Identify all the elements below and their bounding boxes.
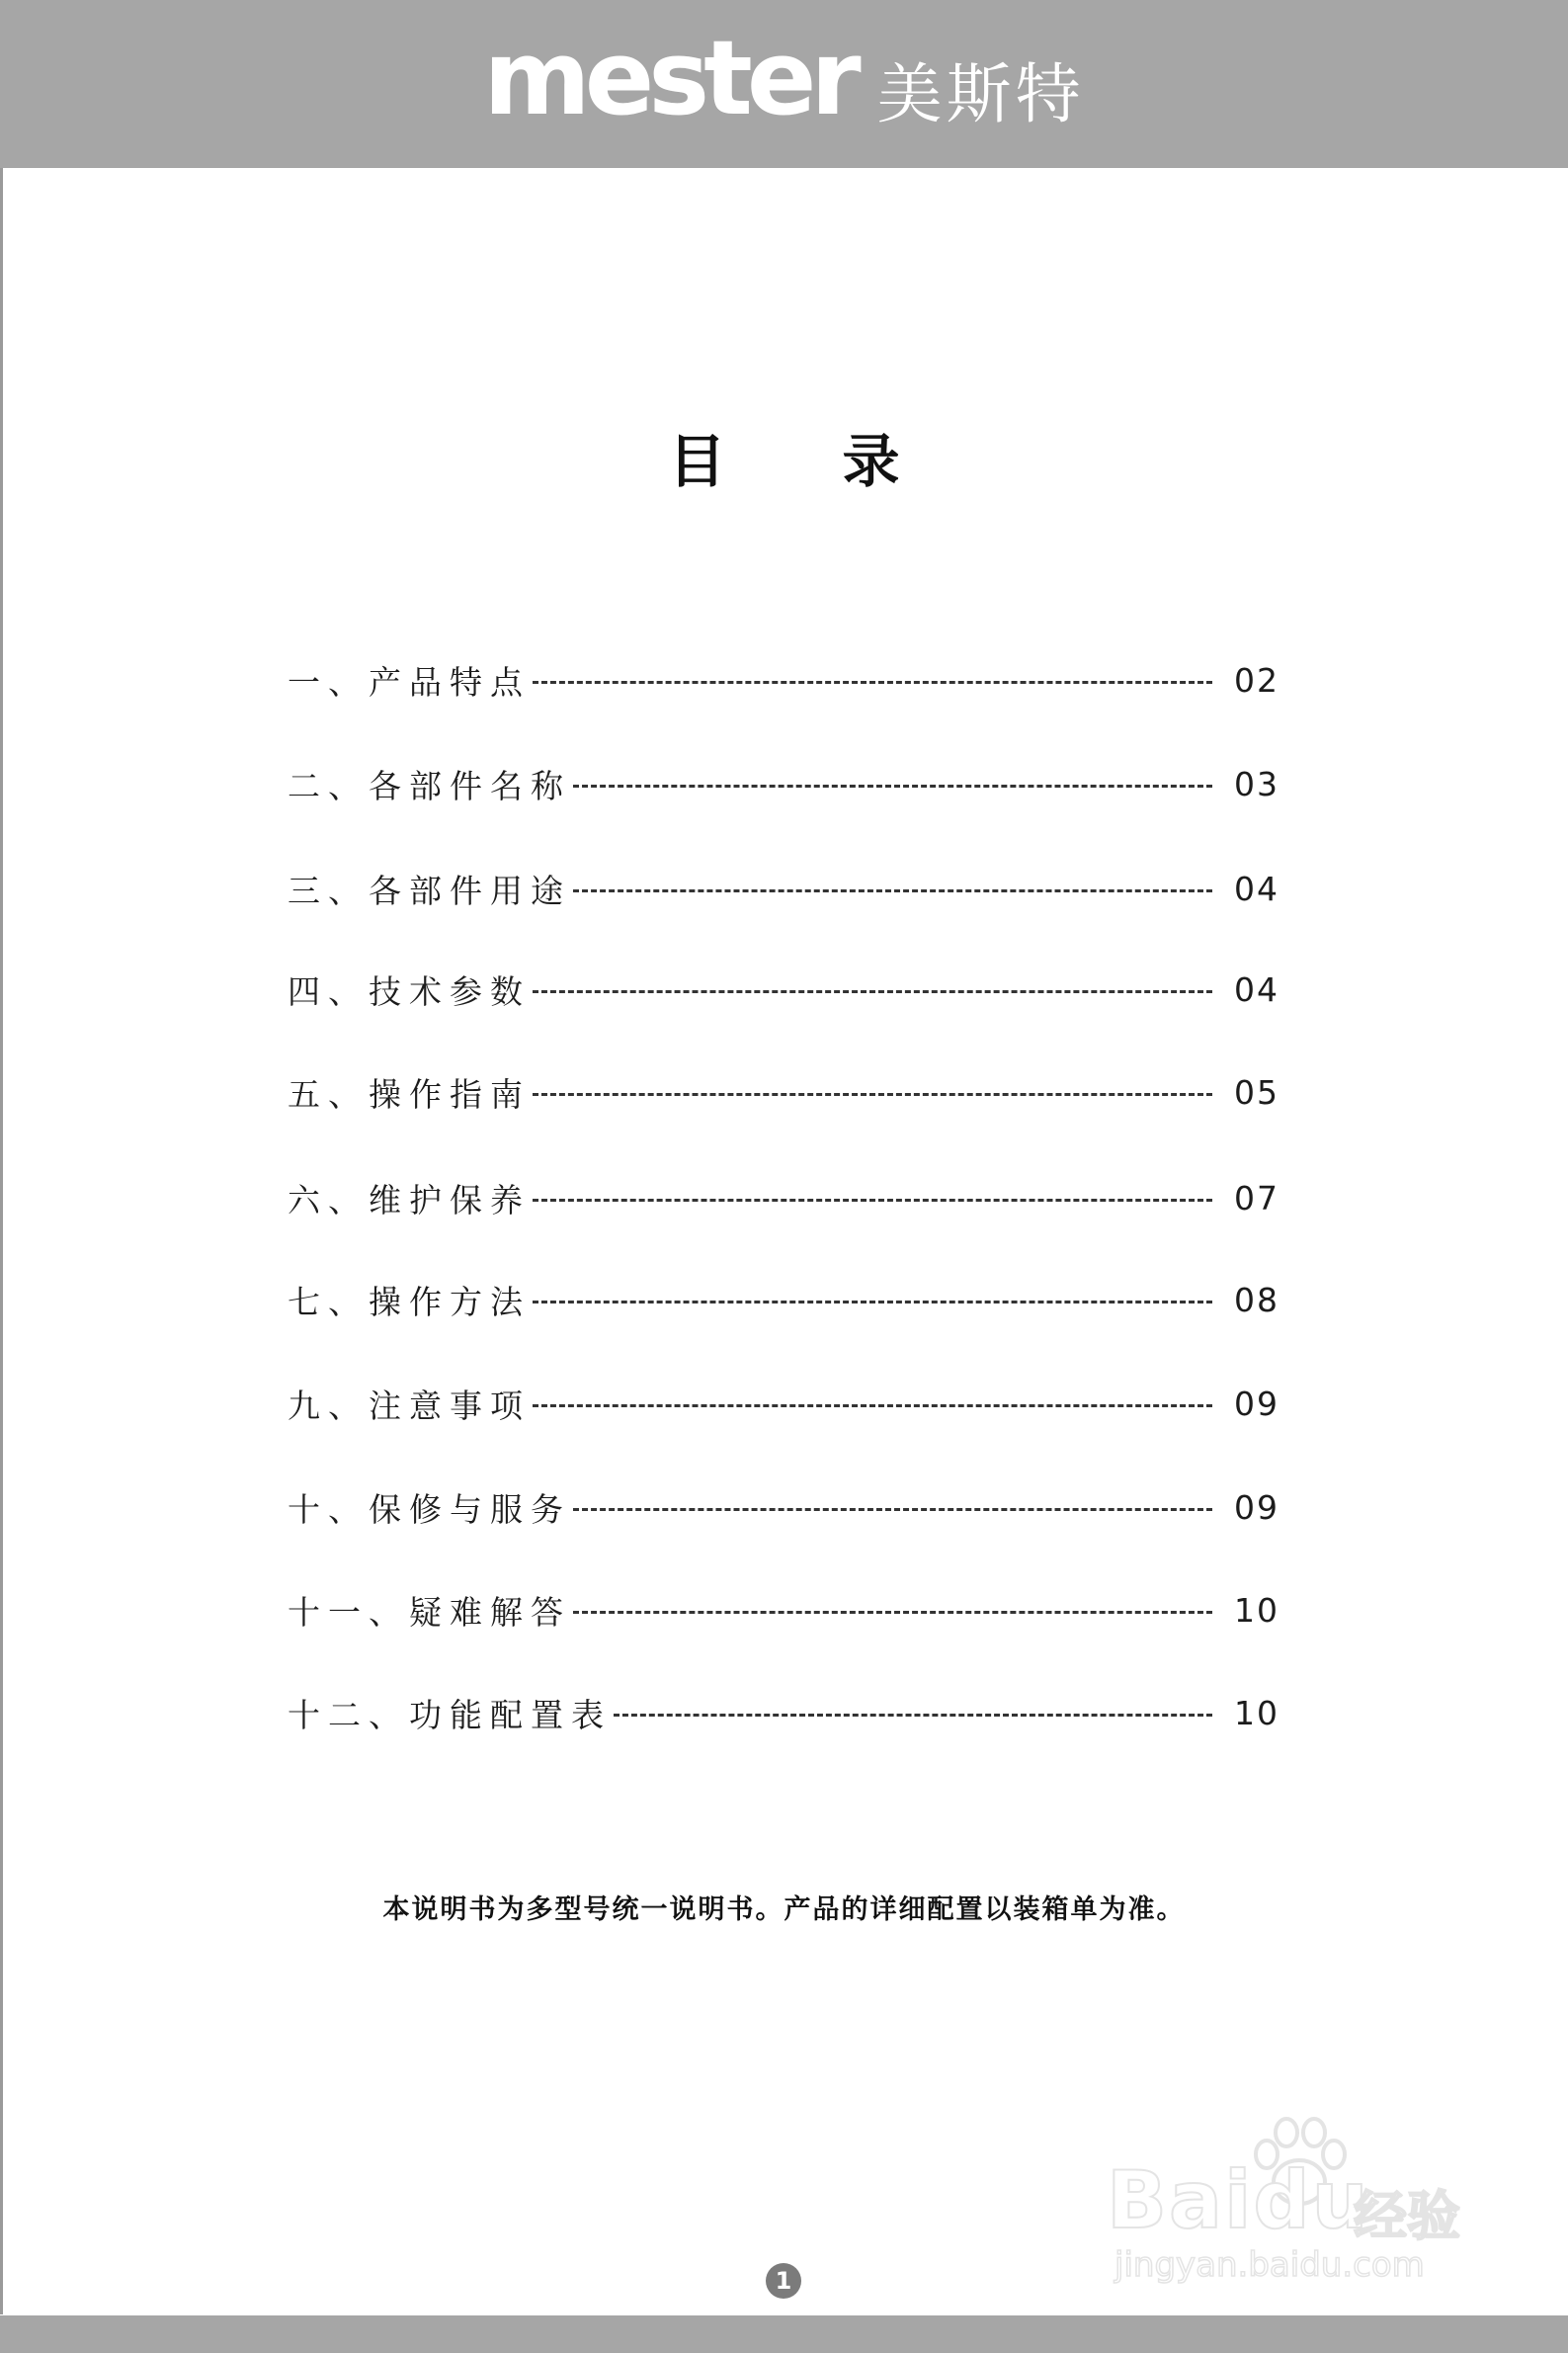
toc-row-page: 02 xyxy=(1234,660,1279,700)
toc-dotted-leader xyxy=(533,681,1212,684)
toc-row-page: 04 xyxy=(1234,969,1279,1009)
brand-chinese-name: 美斯特 xyxy=(876,55,1085,132)
toc-row xyxy=(288,859,1279,918)
toc-dotted-leader xyxy=(573,1508,1212,1511)
toc-row xyxy=(288,1477,1279,1537)
page-number-badge: 1 xyxy=(766,2263,801,2299)
brand-logo-text: mester xyxy=(483,18,856,138)
toc-row-page: 10 xyxy=(1234,1693,1279,1732)
toc-row-page: 04 xyxy=(1234,869,1279,908)
toc-dotted-leader xyxy=(573,1611,1212,1614)
watermark-url: jingyan.baidu.com xyxy=(1114,2245,1425,2285)
toc-dotted-leader xyxy=(533,1301,1212,1303)
toc-row-label: 七、操作方法 xyxy=(288,1282,531,1321)
toc-row-label: 十二、功能配置表 xyxy=(288,1695,612,1734)
baidu-watermark xyxy=(1107,2115,1482,2293)
toc-row-page: 09 xyxy=(1234,1487,1279,1527)
toc-row xyxy=(288,1374,1279,1433)
toc-row-page: 09 xyxy=(1234,1384,1279,1423)
toc-dotted-leader xyxy=(533,990,1212,993)
watermark-cn: 经验 xyxy=(1354,2185,1460,2247)
toc-row-page: 07 xyxy=(1234,1178,1279,1218)
toc-dotted-leader xyxy=(533,1199,1212,1202)
toc-row-page: 05 xyxy=(1234,1072,1279,1112)
toc-row-label: 四、技术参数 xyxy=(288,971,531,1011)
toc-dotted-leader xyxy=(573,889,1212,892)
toc-row-label: 五、操作指南 xyxy=(288,1074,531,1114)
toc-row-label: 二、各部件名称 xyxy=(288,766,571,805)
toc-row xyxy=(288,1270,1279,1329)
toc-row-page: 03 xyxy=(1234,764,1279,803)
toc-row-label: 十一、疑难解答 xyxy=(288,1592,571,1632)
toc-row-page: 10 xyxy=(1234,1590,1279,1630)
toc-row-label: 十、保修与服务 xyxy=(288,1489,571,1529)
toc-row xyxy=(288,1683,1279,1742)
toc-row xyxy=(288,1580,1279,1639)
footer-band xyxy=(0,2315,1568,2353)
toc-row xyxy=(288,960,1279,1019)
toc-row xyxy=(288,754,1279,813)
toc-row xyxy=(288,1168,1279,1227)
toc-dotted-leader xyxy=(533,1093,1212,1096)
brand-logo xyxy=(0,0,1568,168)
toc-dotted-leader xyxy=(533,1404,1212,1407)
toc-row-label: 三、各部件用途 xyxy=(288,871,571,910)
page-title: 目录 xyxy=(668,428,1017,495)
toc-row-label: 九、注意事项 xyxy=(288,1386,531,1425)
toc-row-label: 一、产品特点 xyxy=(288,662,531,702)
toc-dotted-leader xyxy=(573,785,1212,788)
toc-row xyxy=(288,650,1279,710)
manual-note: 本说明书为多型号统一说明书。产品的详细配置以装箱单为准。 xyxy=(382,1894,1186,1925)
watermark-brand: Baidu xyxy=(1107,2154,1370,2246)
toc-row xyxy=(288,1062,1279,1122)
toc-dotted-leader xyxy=(614,1714,1212,1717)
toc-row-label: 六、维护保养 xyxy=(288,1180,531,1219)
toc-row-page: 08 xyxy=(1234,1280,1279,1319)
